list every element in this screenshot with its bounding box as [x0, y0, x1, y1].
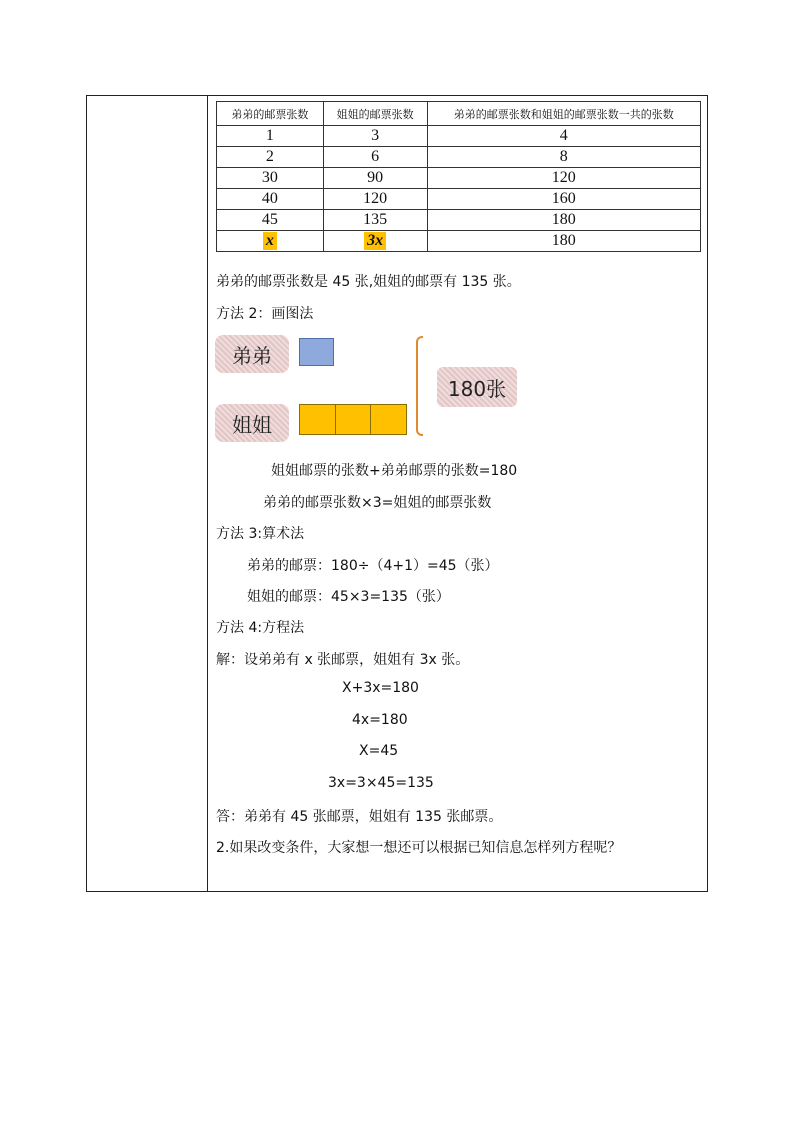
table-cell: 135: [323, 210, 427, 231]
right-brace: [416, 336, 423, 436]
table-cell: 30: [217, 168, 324, 189]
table-cell: 180: [427, 231, 700, 252]
variable-x-highlight: x: [263, 232, 277, 250]
equation-line: X=45: [359, 743, 399, 759]
relation-multiple: 弟弟的邮票张数×3=姐姐的邮票张数: [263, 495, 492, 511]
method3-title: 方法 3:算术法: [216, 526, 305, 542]
total-label: 180张: [437, 367, 517, 407]
table-header: 姐姐的邮票张数: [323, 102, 427, 126]
equation-line: 4x=180: [352, 712, 408, 728]
table-cell: 3: [323, 126, 427, 147]
table-cell: 8: [427, 147, 700, 168]
table-row: [217, 147, 701, 168]
method3-brother: 弟弟的邮票：180÷（4+1）=45（张）: [247, 558, 499, 574]
table-header: 弟弟的邮票张数和姐姐的邮票张数一共的张数: [427, 102, 700, 126]
table-row: [217, 168, 701, 189]
brother-label: 弟弟: [215, 335, 289, 373]
sister-label: 姐姐: [215, 404, 289, 442]
table-cell: 180: [427, 210, 700, 231]
table-cell: 6: [323, 147, 427, 168]
table-cell: 2: [217, 147, 324, 168]
stamp-count-table: [216, 101, 701, 252]
equation-line: X+3x=180: [342, 680, 419, 696]
table-cell: 45: [217, 210, 324, 231]
question-line: 2.如果改变条件，大家想一想还可以根据已知信息怎样列方程呢？: [216, 840, 622, 856]
solve-line: 解：设弟弟有 x 张邮票，姐姐有 3x 张。: [216, 652, 470, 668]
table-row: [217, 126, 701, 147]
result-line: 弟弟的邮票张数是 45 张,姐姐的邮票有 135 张。: [216, 274, 521, 290]
table-cell: 160: [427, 189, 700, 210]
table-row: [217, 189, 701, 210]
table-row: [217, 231, 701, 252]
table-cell: 120: [323, 189, 427, 210]
table-cell: [323, 231, 427, 252]
table-cell: 120: [427, 168, 700, 189]
method2-title: 方法 2：画图法: [216, 306, 314, 322]
table-cell: 1: [217, 126, 324, 147]
variable-3x-highlight: 3x: [364, 232, 386, 250]
sister-unit-segment: [371, 405, 406, 434]
sister-unit-segment: [336, 405, 372, 434]
brother-unit-box: [299, 338, 334, 366]
sister-units-bar: [299, 404, 407, 435]
method4-title: 方法 4:方程法: [216, 620, 305, 636]
table-cell: [217, 231, 324, 252]
answer-line: 答：弟弟有 45 张邮票，姐姐有 135 张邮票。: [216, 809, 503, 825]
table-cell: 40: [217, 189, 324, 210]
table-cell: 4: [427, 126, 700, 147]
column-divider: [207, 95, 208, 892]
table-header-row: [217, 102, 701, 126]
table-row: [217, 210, 701, 231]
equation-line: 3x=3×45=135: [328, 775, 434, 791]
sister-unit-segment: [300, 405, 336, 434]
relation-sum: 姐姐邮票的张数+弟弟邮票的张数=180: [271, 463, 518, 479]
table-cell: 90: [323, 168, 427, 189]
method3-sister: 姐姐的邮票：45×3=135（张）: [247, 589, 450, 605]
table-header: 弟弟的邮票张数: [217, 102, 324, 126]
